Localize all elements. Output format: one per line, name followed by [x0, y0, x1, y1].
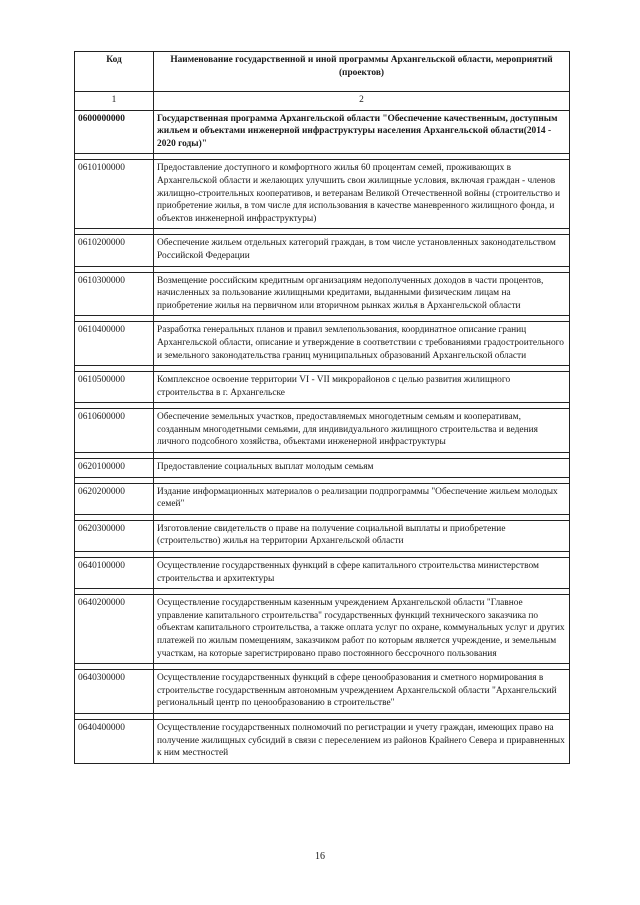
row-description: Осуществление государственных функций в сфере капитального строительства министерством строительства и архитектуры	[154, 558, 570, 589]
programs-table	[74, 51, 570, 764]
row-description: Осуществление государственных функций в сфере ценообразования и сметного нормирования в строительстве государственным автономным учреждением Архангельской области "Архангельский региональный центр по ценообразованию в строительстве"	[154, 670, 570, 714]
row-code: 0640400000	[75, 719, 154, 763]
row-description: Обеспечение земельных участков, предоставляемых многодетным семьям и кооперативам, созданным многодетными семьями, для индивидуального жилищного строительства и ведения личного подсобного хозяйства, объектами инженерной инфраструктуры	[154, 409, 570, 453]
row-description: Обеспечение жильем отдельных категорий граждан, в том числе установленных законодательством Российской Федерации	[154, 235, 570, 266]
table-row	[75, 110, 570, 154]
table-header-row	[75, 52, 570, 92]
row-description: Возмещение российским кредитным организациям недополученных доходов в части процентов, начисленных за пользование жилищными кредитами, выданными физическим лицам на приобретение жилья на первичном или вторичном рынках жилья в Архангельской области	[154, 272, 570, 316]
row-description: Разработка генеральных планов и правил землепользования, координатное описание границ Архангельской области, описание и утверждение в соответствии с требованиями градостроительного и земельного законодательства границ муниципальных образований Архангельской области	[154, 322, 570, 366]
row-code: 0610600000	[75, 409, 154, 453]
table-row	[75, 670, 570, 714]
table-row	[75, 322, 570, 366]
row-code: 0640300000	[75, 670, 154, 714]
row-code: 0640200000	[75, 595, 154, 664]
row-description: Комплексное освоение территории VI - VII микрорайонов с целью развития жилищного строительства в г. Архангельске	[154, 372, 570, 403]
row-code: 0620100000	[75, 459, 154, 478]
row-description: Осуществление государственных полномочий по регистрации и учету граждан, имеющих право на получение жилищных субсидий в связи с переселением из районов Крайнего Севера и приравненных к ним местностей	[154, 719, 570, 763]
row-description: Предоставление доступного и комфортного жилья 60 процентам семей, проживающих в Архангельской области и желающих улучшить свои жилищные условия, включая граждан - членов жилищно-строительных кооперативов, и ветеранам Великой Отечественной войны (строительство и приобретение жилья, в том числе для использования в качестве маневренного жилищного фонда, и объектов инженерной инфраструктуры)	[154, 160, 570, 229]
row-code: 0640100000	[75, 558, 154, 589]
row-code: 0620200000	[75, 483, 154, 514]
row-description: Предоставление социальных выплат молодым семьям	[154, 459, 570, 478]
row-description: Осуществление государственным казенным учреждением Архангельской области "Главное управление капитального строительства" государственных функций технического заказчика по объектам капитального строительства, а также оплата услуг по охране, коммунальных услуг и других платежей по жилым помещениям, заказчиком работ по которым является учреждение, и земельным участкам, на которые зарегистрировано право постоянного бессрочного пользования	[154, 595, 570, 664]
row-description: Издание информационных материалов о реализации подпрограммы "Обеспечение жильем молодых семей"	[154, 483, 570, 514]
table-row	[75, 719, 570, 763]
row-code: 0610100000	[75, 160, 154, 229]
table-row	[75, 409, 570, 453]
column-number-row	[75, 92, 570, 111]
table-row	[75, 235, 570, 266]
table-row	[75, 160, 570, 229]
table-row	[75, 558, 570, 589]
column-number-1: 1	[75, 92, 154, 111]
column-number-2: 2	[154, 92, 570, 111]
header-name: Наименование государственной и иной программы Архангельской области, мероприятий (проектов)	[154, 52, 570, 92]
row-code: 0610400000	[75, 322, 154, 366]
row-code: 0610300000	[75, 272, 154, 316]
row-code: 0610200000	[75, 235, 154, 266]
table-row	[75, 459, 570, 478]
table-row	[75, 483, 570, 514]
row-code: 0620300000	[75, 520, 154, 551]
row-code: 0610500000	[75, 372, 154, 403]
header-code: Код	[75, 52, 154, 92]
row-description: Изготовление свидетельств о праве на получение социальной выплаты и приобретение (строительство) жилья на территории Архангельской области	[154, 520, 570, 551]
table-row	[75, 595, 570, 664]
table-row	[75, 272, 570, 316]
table-row	[75, 372, 570, 403]
row-code: 0600000000	[75, 110, 154, 154]
table-row	[75, 520, 570, 551]
table-body	[75, 110, 570, 763]
page-number: 16	[315, 851, 325, 862]
row-description: Государственная программа Архангельской области "Обеспечение качественным, доступным жильем и объектами инженерной инфраструктуры населения Архангельской области(2014 - 2020 годы)"	[154, 110, 570, 154]
